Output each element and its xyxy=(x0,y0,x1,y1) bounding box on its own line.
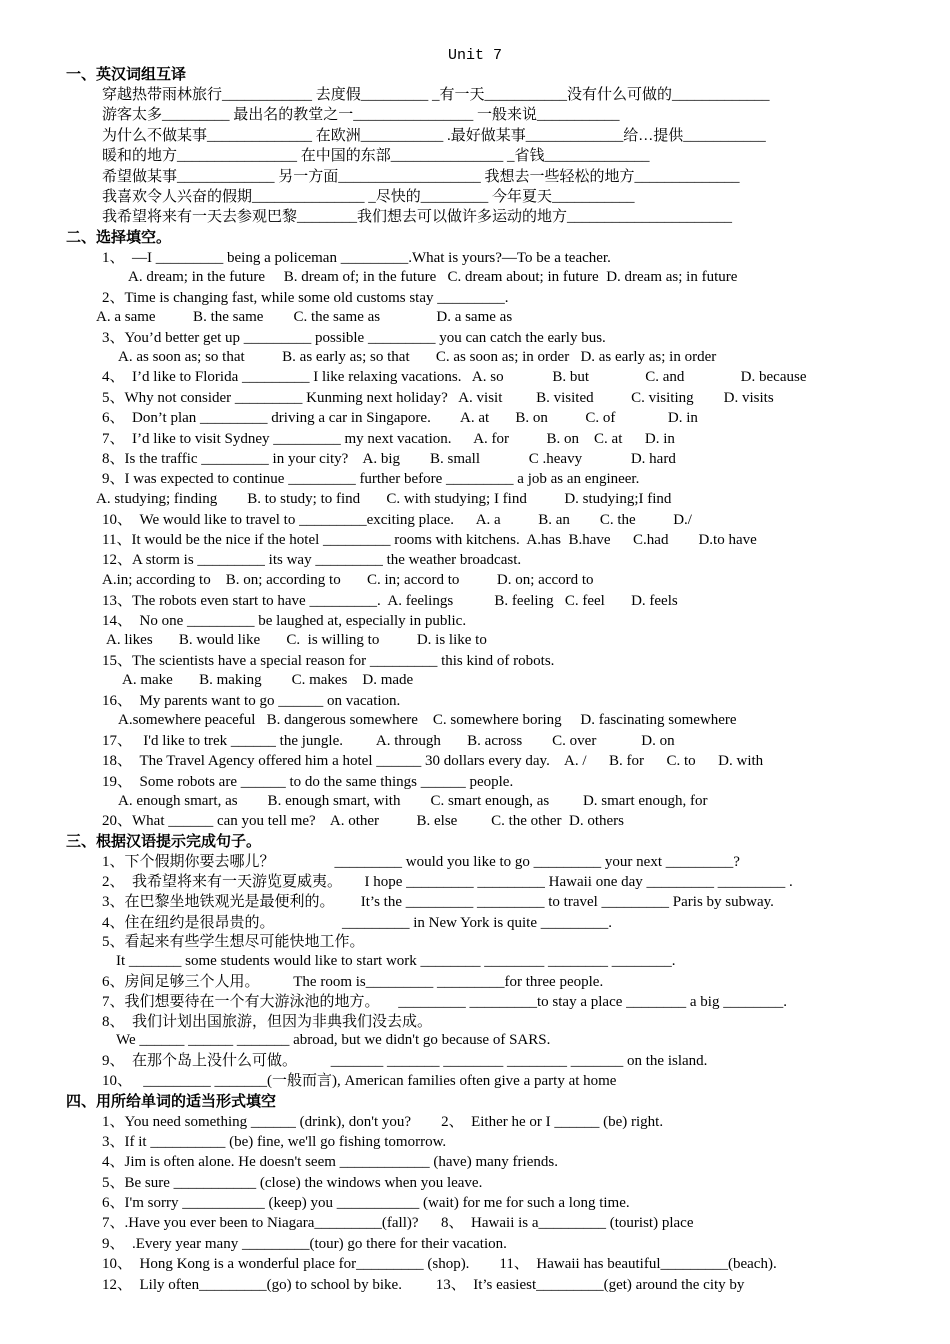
question-line: We ______ ______ _______ abroad, but we didn't go because of SARS. xyxy=(116,1032,551,1048)
question-line: It _______ some students would like to start work ________ ________ ________ ________. xyxy=(116,953,676,969)
question-line: 7、.Have you ever been to Niagara_________(fall)? 8、 Hawaii is a_________ (tourist) place xyxy=(102,1215,694,1231)
options-line: A.in; according to B. on; according to C. in; accord to D. on; accord to xyxy=(102,572,594,588)
question-line: 9、 在那个岛上没什么可做。 _______ _______ ________ ________ _______ on the island. xyxy=(102,1053,708,1069)
options-line: A. dream; in the future B. dream of; in the future C. dream about; in future D. dream as; in future xyxy=(128,269,738,285)
question-line: 20、What ______ can you tell me? A. other B. else C. the other D. others xyxy=(102,813,624,829)
question-line: 12、 Lily often_________(go) to school by bike. 13、 It’s easiest_________(get) around the city by xyxy=(102,1277,745,1293)
options-line: A. make B. making C. makes D. made xyxy=(122,672,414,688)
question-line: 2、 我希望将来有一天游览夏威夷。 I hope _________ _________ Hawaii one day _________ _________ . xyxy=(102,874,793,890)
question-line: 8、Is the traffic _________ in your city? A. big B. small C .heavy D. hard xyxy=(102,451,676,467)
text-line: 穿越热带雨林旅行____________ 去度假_________ _有一天___________没有什么可做的_____________ xyxy=(102,87,770,103)
question-line: 5、Be sure ___________ (close) the windows when you leave. xyxy=(102,1175,483,1191)
question-line: 14、 No one _________ be laughed at, especially in public. xyxy=(102,613,467,629)
question-line: 11、It would be the nice if the hotel _________ rooms with kitchens. A.has B.have C.had D.to have xyxy=(102,532,757,548)
question-line: 3、You’d better get up _________ possible _________ you can catch the early bus. xyxy=(102,330,606,346)
page-title: Unit 7 xyxy=(447,47,502,64)
options-line: A. likes B. would like C. is willing to D. is like to xyxy=(106,632,487,648)
text-line: 为什么不做某事______________ 在欧洲___________ .最好做某事_____________给…提供___________ xyxy=(102,128,766,144)
question-line: 3、If it __________ (be) fine, we'll go fishing tomorrow. xyxy=(102,1134,447,1150)
question-line: 7、我们想要待在一个有大游泳池的地方。 _________ _________to stay a place ________ a big ________. xyxy=(102,994,787,1010)
options-line: A. a same B. the same C. the same as D. a same as xyxy=(96,309,513,325)
question-line: 10、 Hong Kong is a wonderful place for_________ (shop). 11、 Hawaii has beautiful_________(beach). xyxy=(102,1256,777,1272)
question-line: 9、 .Every year many _________(tour) go there for their vacation. xyxy=(102,1236,507,1252)
question-line: 4、住在纽约是很昂贵的。 _________ in New York is quite _________. xyxy=(102,915,613,931)
question-line: 1、下个假期你要去哪儿？ _________ would you like to go _________ your next _________? xyxy=(102,854,740,870)
question-line: 6、房间足够三个人用。 The room is_________ _________for three people. xyxy=(102,974,604,990)
question-line: 6、 Don’t plan _________ driving a car in Singapore. A. at B. on C. of D. in xyxy=(102,410,698,426)
options-line: A. studying; finding B. to study; to find C. with studying; I find D. studying;I find xyxy=(96,491,672,507)
text-line: 希望做某事_____________ 另一方面___________________ 我想去一些轻松的地方______________ xyxy=(102,169,740,185)
text-line: 我喜欢令人兴奋的假期_______________ _尽快的_________ 今年夏天___________ xyxy=(102,189,635,205)
question-line: 19、 Some robots are ______ to do the same things ______ people. xyxy=(102,774,514,790)
question-line: 3、在巴黎坐地铁观光是最便利的。 It’s the _________ _________ to travel _________ Paris by subway. xyxy=(102,894,774,910)
question-line: 2、Time is changing fast, while some old customs stay _________. xyxy=(102,290,509,306)
question-line: 17、 I'd like to trek ______ the jungle. A. through B. across C. over D. on xyxy=(102,733,675,749)
question-line: 1、 —I _________ being a policeman _________.What is yours?—To be a teacher. xyxy=(102,250,611,266)
text-line: 游客太多_________ 最出名的教堂之一________________ 一般来说___________ xyxy=(102,107,620,123)
text-line: 我希望将来有一天去参观巴黎________我们想去可以做许多运动的地方______________________ xyxy=(102,209,733,225)
question-line: 10、 _________ _______(一般而言), American families often give a party at home xyxy=(102,1073,617,1089)
question-line: 4、Jim is often alone. He doesn't seem ____________ (have) many friends. xyxy=(102,1154,558,1170)
question-line: 6、I'm sorry ___________ (keep) you ___________ (wait) for me for such a long time. xyxy=(102,1195,630,1211)
text-line: 暖和的地方________________ 在中国的东部_______________ _省钱______________ xyxy=(102,148,650,164)
question-line: 1、You need something ______ (drink), don't you? 2、 Either he or I ______ (be) right. xyxy=(102,1114,664,1130)
question-line: 12、A storm is _________ its way _________ the weather broadcast. xyxy=(102,552,522,568)
options-line: A. enough smart, as B. enough smart, with C. smart enough, as D. smart enough, for xyxy=(118,793,708,809)
question-line: 5、Why not consider _________ Kunming next holiday? A. visit B. visited C. visiting D. visits xyxy=(102,390,774,406)
options-line: A.somewhere peaceful B. dangerous somewhere C. somewhere boring D. fascinating somewhere xyxy=(118,712,737,728)
question-line: 8、 我们计划出国旅游，但因为非典我们没去成。 xyxy=(102,1014,433,1030)
options-line: A. as soon as; so that B. as early as; so that C. as soon as; in order D. as early as; in order xyxy=(118,349,717,365)
section-heading: 二、选择填空。 xyxy=(66,230,172,246)
question-line: 16、 My parents want to go ______ on vacation. xyxy=(102,693,401,709)
question-line: 5、看起来有些学生想尽可能快地工作。 xyxy=(102,934,365,950)
section-heading: 四、用所给单词的适当形式填空 xyxy=(66,1094,277,1110)
question-line: 9、I was expected to continue _________ further before _________ a job as an engineer. xyxy=(102,471,640,487)
question-line: 15、The scientists have a special reason for _________ this kind of robots. xyxy=(102,653,555,669)
section-heading: 三、根据汉语提示完成句子。 xyxy=(66,834,262,850)
question-line: 18、 The Travel Agency offered him a hotel ______ 30 dollars every day. A. / B. for C. to D. with xyxy=(102,753,764,769)
question-line: 10、 We would like to travel to _________exciting place. A. a B. an C. the D./ xyxy=(102,512,692,528)
question-line: 13、The robots even start to have _________. A. feelings B. feeling C. feel D. feels xyxy=(102,593,678,609)
section-heading: 一、英汉词组互译 xyxy=(66,67,187,83)
question-line: 7、 I’d like to visit Sydney _________ my next vacation. A. for B. on C. at D. in xyxy=(102,431,675,447)
question-line: 4、 I’d like to Florida _________ I like relaxing vacations. A. so B. but C. and D. because xyxy=(102,369,807,385)
